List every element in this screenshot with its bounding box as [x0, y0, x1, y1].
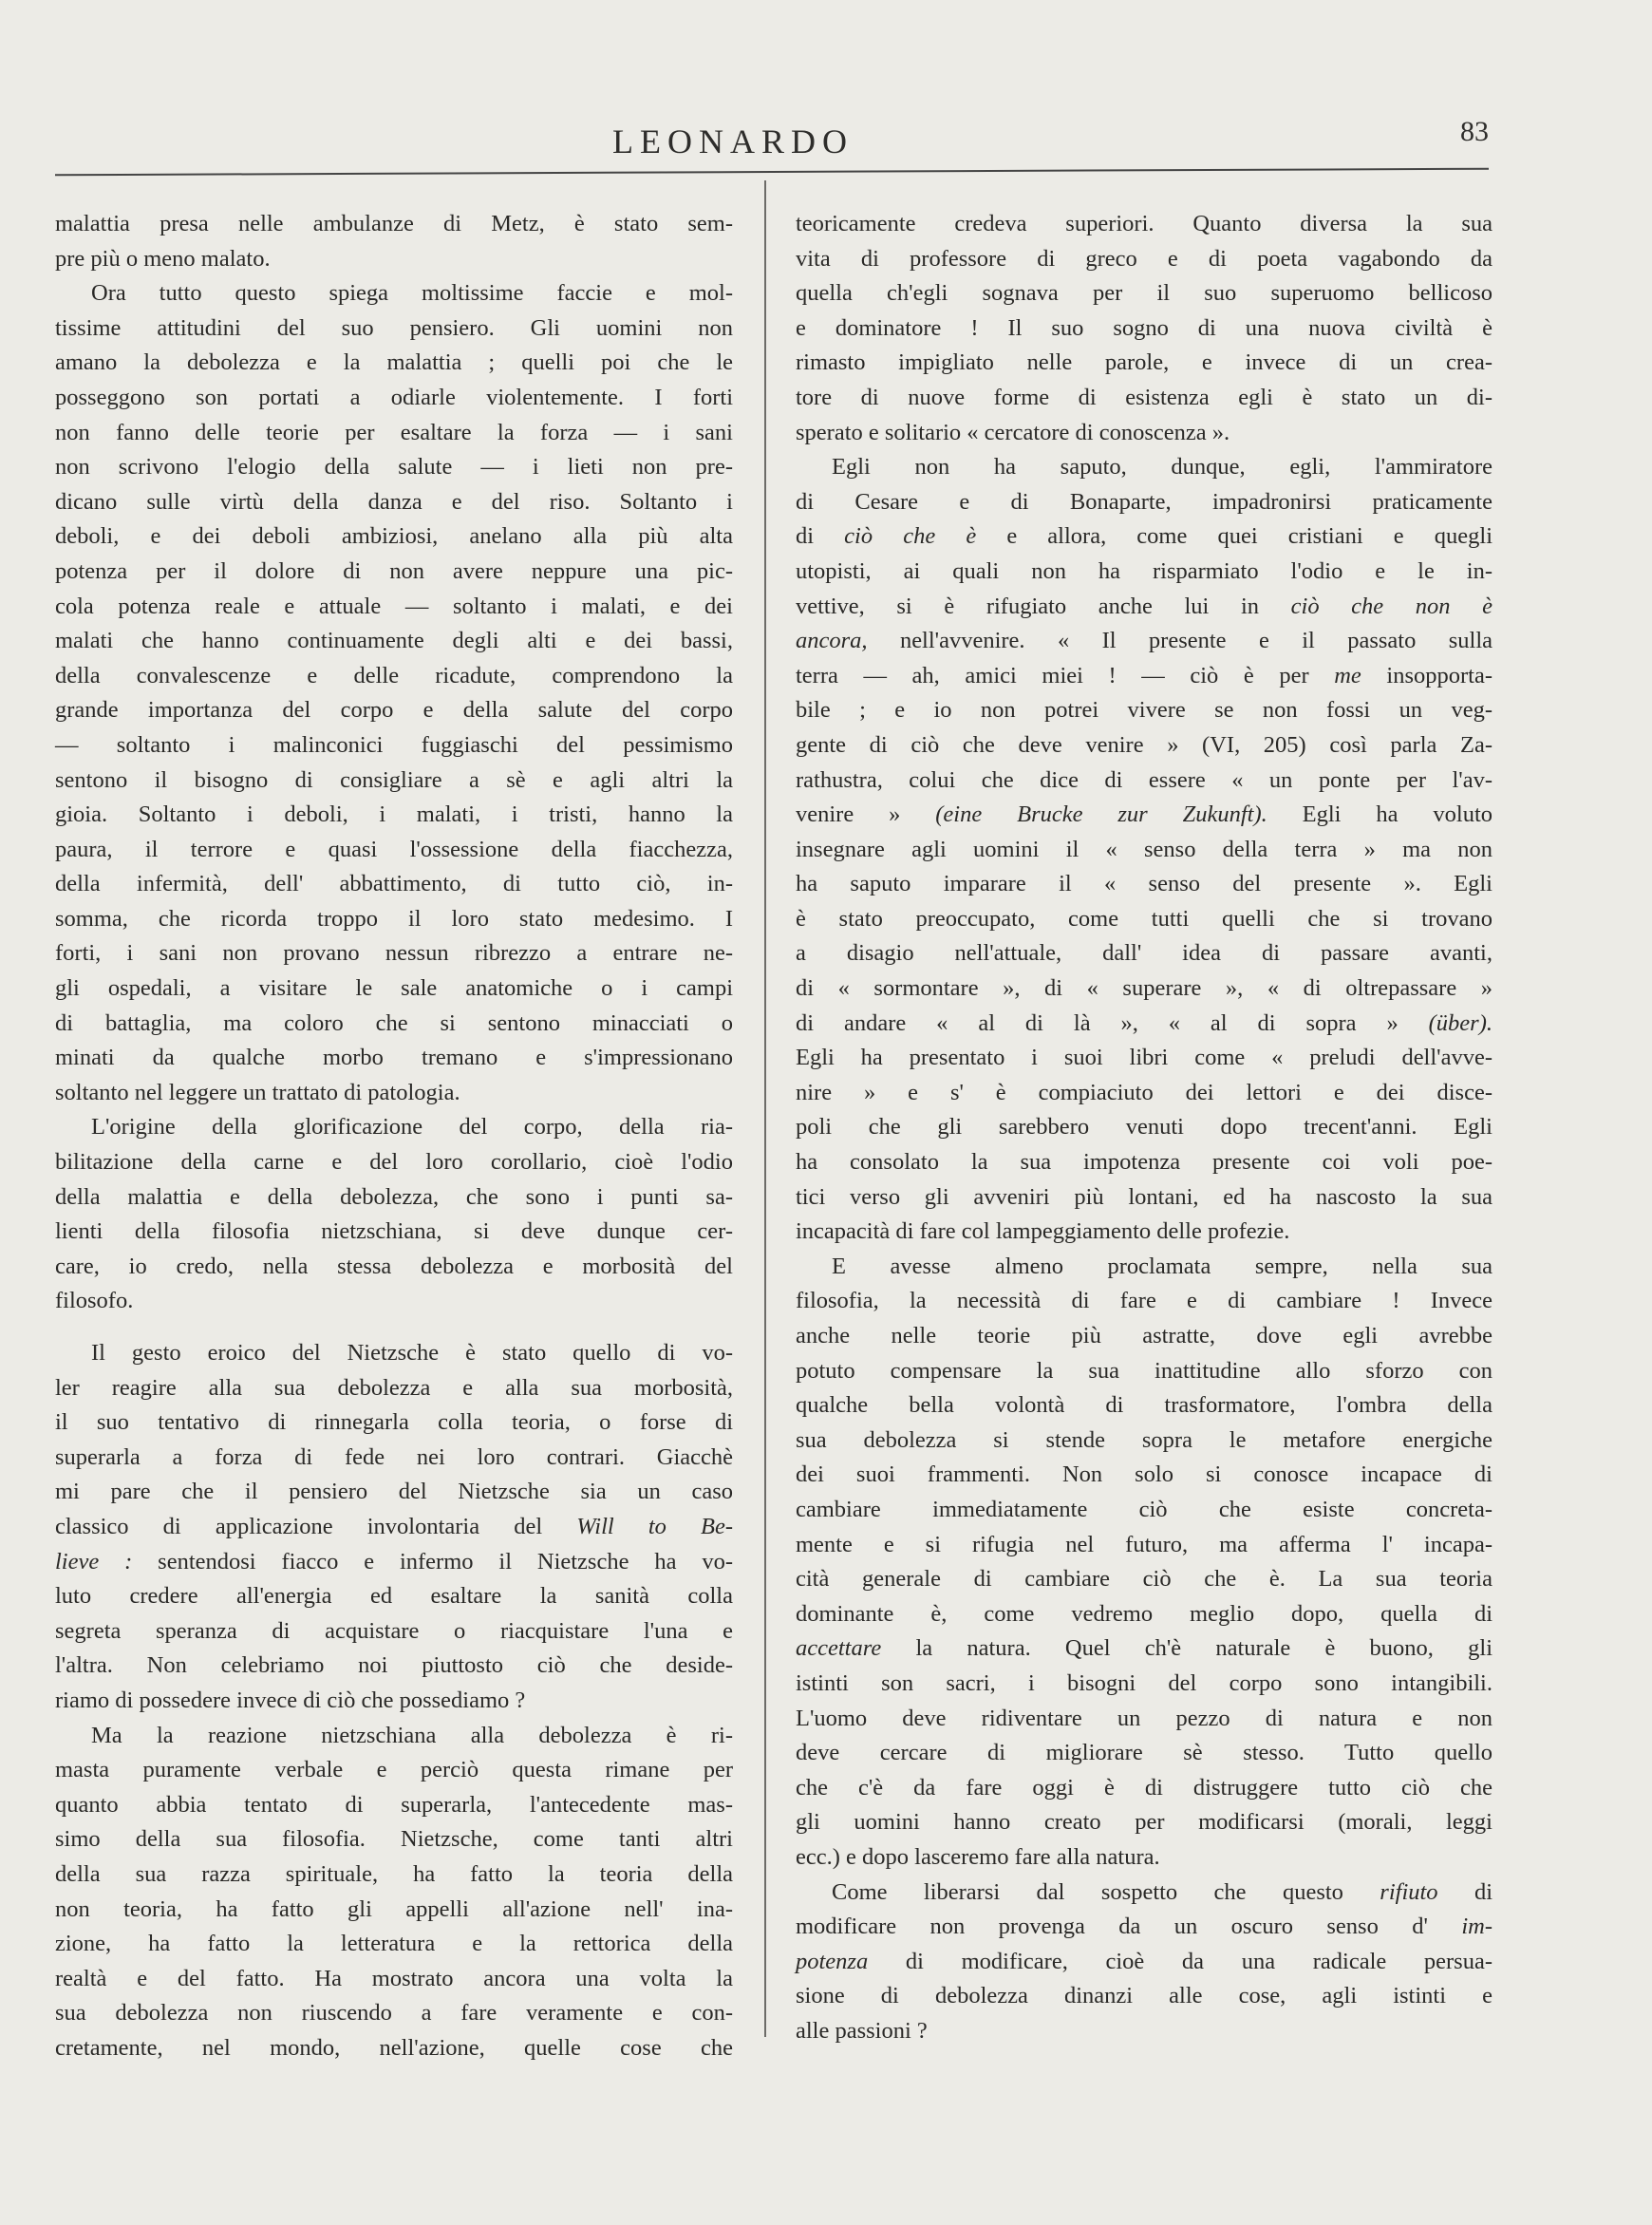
text-line: della convalescenze e delle ricadute, comprendono la — [55, 662, 733, 688]
text-line: della infermità, dell' abbattimento, di tutto ciò, in- — [55, 871, 733, 897]
text-line: di Cesare e di Bonaparte, impadronirsi praticamente — [796, 488, 1492, 515]
text-line — [55, 1545, 733, 1580]
text-line: lienti della filosofia nietzschiana, si deve dunque cer- — [55, 1218, 733, 1245]
text-line: L'origine della glorificazione del corpo, della ria- — [91, 1114, 733, 1141]
text-line: deve cercare di migliorare sè stesso. Tutto quello — [796, 1740, 1492, 1766]
text-line: deboli, e dei deboli ambiziosi, anelano alla più alta — [55, 523, 733, 550]
text-run: la natura. Quel ch'è naturale è buono, gli — [915, 1635, 1492, 1662]
text-run: classico di applicazione involontaria del — [55, 1513, 543, 1539]
text-line: ecc.) e dopo lasceremo fare alla natura. — [796, 1843, 1160, 1870]
text-line: che c'è da fare oggi è di distruggere tutto ciò che — [796, 1774, 1492, 1801]
left-column — [55, 207, 733, 2065]
text-line: segreta speranza di acquistare o riacquistare l'una e — [55, 1617, 733, 1644]
text-line: di « sormontare », di « superare », « di oltrepassare » — [796, 975, 1492, 1002]
text-line — [796, 1007, 1492, 1042]
text-line: tissime attitudini del suo pensiero. Gli uomini non — [55, 314, 733, 341]
text-line: e dominatore ! Il suo sogno di una nuova civiltà è — [796, 314, 1492, 341]
italic-phrase: rifiuto — [1380, 1878, 1438, 1905]
text-line: mente e si rifugia nel futuro, ma afferma l' incapa- — [796, 1531, 1492, 1557]
text-line: quella ch'egli sognava per il suo superuomo bellicoso — [796, 280, 1492, 307]
italic-phrase: ciò che è — [844, 523, 977, 550]
text-line: forti, i sani non provano nessun ribrezzo a entrare ne- — [55, 940, 733, 967]
text-line: vita di professore di greco e di poeta vagabondo da — [796, 245, 1492, 272]
text-line: il suo tentativo di rinnegarla colla teoria, o forse di — [55, 1409, 733, 1436]
text-line: ha saputo imparare il « senso del presente ». Egli — [796, 871, 1492, 897]
text-line: insegnare agli uomini il « senso della terra » ma non — [796, 836, 1492, 862]
text-line: Egli ha presentato i suoi libri come « preludi dell'avve- — [796, 1045, 1492, 1071]
text-line: tici verso gli avveniri più lontani, ed ha nascosto la sua — [796, 1183, 1492, 1210]
text-line: pre più o meno malato. — [55, 245, 271, 272]
text-line: mi pare che il pensiero del Nietzsche sia un caso — [55, 1479, 733, 1505]
italic-phrase: ciò che non è — [1290, 593, 1492, 619]
text-line: teoricamente credeva superiori. Quanto diversa la sua — [796, 211, 1492, 236]
text-line: luto credere all'energia ed esaltare la sanità colla — [55, 1583, 733, 1610]
text-run: di — [796, 523, 815, 550]
text-run: terra — ah, amici miei ! — ciò è per — [796, 662, 1309, 688]
text-line: è stato preoccupato, come tutti quelli che si trovano — [796, 905, 1492, 932]
text-line: cità generale di cambiare ciò che è. La sua teoria — [796, 1566, 1492, 1593]
italic-phrase: (eine Brucke zur Zukunft). — [935, 801, 1267, 828]
text-line: cretamente, nel mondo, nell'azione, quelle cose che — [55, 2034, 733, 2061]
text-line: sua debolezza si stende sopra le metafore energiche — [796, 1426, 1492, 1453]
text-line: l'altra. Non celebriamo noi piuttosto ciò che deside- — [55, 1652, 733, 1679]
text-line: posseggono son portati a odiarle violentemente. I forti — [55, 384, 733, 410]
text-run: modificare non provenga da un oscuro senso d' — [796, 1914, 1428, 1940]
text-line: gente di ciò che deve venire » (VI, 205) così parla Za- — [796, 731, 1492, 758]
text-line: anche nelle teorie più astratte, dove egli avrebbe — [796, 1323, 1492, 1348]
text-line: non fanno delle teorie per esaltare la forza — i sani — [55, 419, 733, 445]
text-line — [796, 1876, 1492, 1911]
text-line: qualche bella volontà di trasformatore, l'ombra della — [796, 1392, 1492, 1419]
text-line: masta puramente verbale e perciò questa rimane per — [55, 1757, 733, 1783]
text-run: nell'avvenire. « Il presente e il passato sulla — [899, 628, 1492, 654]
text-line: cambiare immediatamente ciò che esiste concreta- — [796, 1496, 1492, 1522]
text-line: non teoria, ha fatto gli appelli all'azione nell' ina- — [55, 1895, 733, 1922]
text-line: utopisti, ai quali non ha risparmiato l'odio e le in- — [796, 557, 1492, 584]
text-run: venire » — [796, 801, 901, 828]
text-line: somma, che ricorda troppo il loro stato medesimo. I — [55, 905, 733, 932]
text-run: Come liberarsi dal sospetto che questo — [832, 1878, 1343, 1905]
text-line: gli ospedali, a visitare le sale anatomiche o i campi — [55, 975, 733, 1002]
text-line: care, io credo, nella stessa debolezza e morbosità del — [55, 1253, 733, 1279]
text-run: vettive, si è rifugiato anche lui in — [796, 593, 1260, 619]
text-line: L'uomo deve ridiventare un pezzo di natura e non — [796, 1705, 1492, 1731]
text-line: non scrivono l'elogio della salute — i lieti non pre- — [55, 454, 733, 481]
text-line: incapacità di fare col lampeggiamento delle profezie. — [796, 1218, 1290, 1245]
text-line: dicano sulle virtù della danza e del riso. Soltanto i — [55, 488, 733, 515]
text-line: istinti son sacri, i bisogni del corpo sono intangibili. — [796, 1669, 1492, 1696]
text-line — [796, 659, 1492, 694]
page-number: 83 — [1460, 116, 1489, 147]
italic-phrase: me — [1334, 662, 1361, 688]
text-run: Egli ha voluto — [1302, 801, 1493, 828]
text-line: potuto compensare la sua inattitudine allo sforzo con — [796, 1357, 1492, 1384]
text-line: filosofo. — [55, 1288, 134, 1314]
text-line: sua debolezza non riuscendo a fare veramente e con- — [55, 2000, 733, 2027]
text-line: Ma la reazione nietzschiana alla debolezza è ri- — [91, 1722, 733, 1748]
text-line: malattia presa nelle ambulanze di Metz, è stato sem- — [55, 211, 733, 236]
italic-phrase: im- — [1461, 1914, 1492, 1940]
text-line: cola potenza reale e attuale — soltanto i malati, e dei — [55, 593, 733, 619]
text-line — [796, 519, 1492, 555]
text-run: di andare « al di là », « al di sopra » — [796, 1009, 1399, 1036]
text-line: nire » e s' è compiaciuto dei lettori e dei disce- — [796, 1079, 1492, 1105]
text-run: insopporta- — [1386, 662, 1492, 688]
text-line — [796, 1631, 1492, 1667]
text-line: potenza per il dolore di non avere neppure una pic- — [55, 557, 733, 584]
text-line: bile ; e io non potrei vivere se non fossi un veg- — [796, 697, 1492, 724]
text-run: di — [1474, 1878, 1493, 1905]
text-line: dominante è, come vedremo meglio dopo, quella di — [796, 1600, 1492, 1627]
text-line: paura, il terrore e quasi l'ossessione della fiacchezza, — [55, 836, 733, 862]
text-line: dei suoi frammenti. Non solo si conosce incapace di — [796, 1461, 1492, 1488]
text-line: della malattia e della debolezza, che sono i punti sa- — [55, 1183, 733, 1210]
text-line: quanto abbia tentato di superarla, l'antecedente mas- — [55, 1791, 733, 1818]
right-column — [796, 207, 1492, 2048]
text-line: rimasto impigliato nelle parole, e invece di un crea- — [796, 349, 1492, 376]
text-line — [796, 1945, 1492, 1980]
text-line: minati da qualche morbo tremano e s'impressionano — [55, 1045, 733, 1071]
italic-title: lieve : — [55, 1548, 133, 1574]
text-line: a disagio nell'attuale, dall' idea di passare avanti, — [796, 940, 1492, 967]
text-run: e allora, come quei cristiani e quegli — [1006, 523, 1492, 550]
text-line: Il gesto eroico del Nietzsche è stato quello di vo- — [91, 1340, 733, 1366]
text-line: sperato e solitario « cercatore di conoscenza ». — [796, 419, 1230, 445]
text-line: poli che gli sarebbero venuti dopo trecent'anni. Egli — [796, 1114, 1492, 1141]
column-divider — [764, 180, 766, 2037]
text-line: rathustra, colui che dice di essere « un ponte per l'av- — [796, 766, 1492, 793]
text-line — [796, 590, 1492, 625]
text-line: di battaglia, ma coloro che si sentono minacciati o — [55, 1009, 733, 1036]
text-line: malati che hanno continuamente degli alti e dei bassi, — [55, 628, 733, 654]
text-line: E avesse almeno proclamata sempre, nella sua — [832, 1253, 1492, 1279]
text-line — [796, 798, 1492, 833]
text-line: superarla a forza di fede nei loro contrari. Giacchè — [55, 1443, 733, 1470]
text-line: bilitazione della carne e del loro corollario, cioè l'odio — [55, 1149, 733, 1176]
text-line: sione di debolezza dinanzi alle cose, agli istinti e — [796, 1983, 1492, 2009]
italic-title: Will to Be- — [576, 1513, 733, 1539]
text-line — [796, 1910, 1492, 1945]
text-line: riamo di possedere invece di ciò che possediamo ? — [55, 1687, 526, 1713]
text-line: Egli non ha saputo, dunque, egli, l'ammiratore — [832, 454, 1492, 481]
running-head: LEONARDO — [612, 123, 854, 160]
text-line: — soltanto i malinconici fuggiaschi del pessimismo — [55, 731, 733, 758]
text-run: di modificare, cioè da una radicale persua- — [905, 1948, 1493, 1974]
text-line — [55, 1510, 733, 1545]
text-line: realtà e del fatto. Ha mostrato ancora una volta la — [55, 1965, 733, 1991]
italic-phrase: ancora, — [796, 628, 868, 654]
italic-phrase: accettare — [796, 1635, 882, 1662]
text-line: gli uomini hanno creato per modificarsi (morali, leggi — [796, 1809, 1492, 1836]
text-line: filosofia, la necessità di fare e di cambiare ! Invece — [796, 1288, 1492, 1314]
header-rule — [55, 168, 1489, 177]
text-line: della sua razza spirituale, ha fatto la teoria della — [55, 1860, 733, 1887]
text-run: sentendosi fiacco e infermo il Nietzsche ha vo- — [158, 1548, 734, 1574]
text-line: Ora tutto questo spiega moltissime faccie e mol- — [91, 280, 733, 307]
italic-phrase: (über). — [1428, 1009, 1492, 1036]
text-line: sentono il bisogno di consigliare a sè e agli altri la — [55, 766, 733, 793]
text-line: gioia. Soltanto i deboli, i malati, i tristi, hanno la — [55, 801, 733, 828]
text-line: ha consolato la sua impotenza presente coi voli poe- — [796, 1149, 1492, 1176]
text-line: soltanto nel leggere un trattato di patologia. — [55, 1079, 460, 1105]
text-line — [796, 624, 1492, 659]
text-line: alle passioni ? — [796, 2017, 928, 2044]
text-line: simo della sua filosofia. Nietzsche, come tanti altri — [55, 1826, 733, 1853]
text-line: ler reagire alla sua debolezza e alla sua morbosità, — [55, 1374, 733, 1401]
text-line: zione, ha fatto la letteratura e la rettorica della — [55, 1931, 733, 1957]
italic-phrase: potenza — [796, 1948, 869, 1974]
text-line: amano la debolezza e la malattia ; quelli poi che le — [55, 349, 733, 376]
text-line: tore di nuove forme di esistenza egli è stato un di- — [796, 384, 1492, 410]
text-line: grande importanza del corpo e della salute del corpo — [55, 697, 733, 724]
